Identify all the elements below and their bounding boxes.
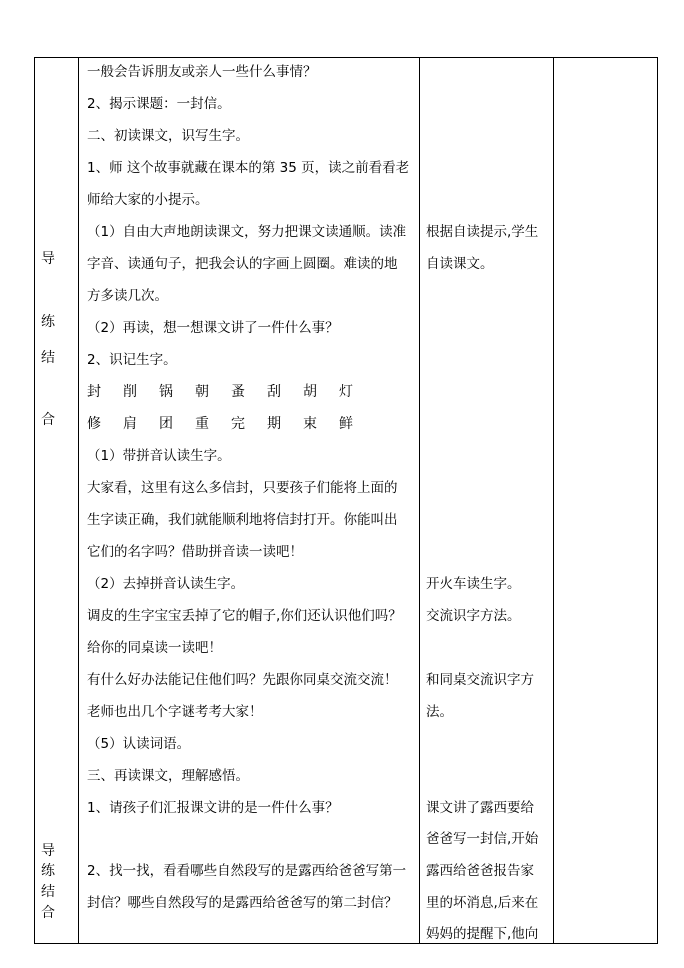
content-line: 2、找一找，看看哪些自然段写的是露西给爸爸写第一 — [87, 863, 407, 879]
content-line: 师给大家的小提示。 — [87, 192, 209, 208]
activity-line: 开火车读生字。 — [426, 576, 521, 592]
activity-line: 交流识字方法。 — [426, 608, 521, 624]
left-label: 练 — [41, 863, 55, 879]
character: 完 — [231, 416, 245, 432]
content-line: 二、初读课文，识写生字。 — [87, 128, 249, 144]
content-line: 生字读正确，我们就能顺利地将信封打开。你能叫出 — [87, 512, 398, 528]
content-line: 三、再读课文，理解感悟。 — [87, 768, 249, 784]
character: 削 — [123, 384, 137, 400]
content-line: 1、请孩子们汇报课文讲的是一件什么事？ — [87, 800, 339, 816]
table-bottom-border — [34, 943, 658, 944]
character: 灯 — [339, 384, 353, 400]
column-divider-3 — [553, 57, 554, 944]
content-line: （1）带拼音认读生字。 — [87, 448, 231, 464]
left-label: 导 — [41, 251, 55, 267]
content-line: 它们的名字吗？借助拼音读一读吧！ — [87, 544, 303, 560]
activity-line: 爸爸写一封信,开始 — [426, 831, 539, 847]
table-right-border — [657, 57, 658, 944]
activity-line: 自读课文。 — [426, 256, 494, 272]
table-left-border — [34, 57, 35, 944]
left-label: 导 — [41, 843, 55, 859]
character: 肩 — [123, 416, 137, 432]
character: 朝 — [195, 384, 209, 400]
content-line: （2）再读，想一想课文讲了一件什么事？ — [87, 320, 339, 336]
char-row-2 — [87, 416, 375, 432]
content-line: 一般会告诉朋友或亲人一些什么事情？ — [87, 64, 317, 80]
content-line: （5）认读词语。 — [87, 736, 191, 752]
content-line: 字音、读通句子，把我会认的字画上圆圈。难读的地 — [87, 256, 398, 272]
activity-line: 课文讲了露西要给 — [426, 800, 534, 816]
left-label: 合 — [41, 412, 55, 428]
character: 重 — [195, 416, 209, 432]
character: 蚤 — [231, 384, 245, 400]
content-line: 2、揭示课题：一封信。 — [87, 96, 231, 112]
activity-line: 和同桌交流识字方 — [426, 672, 534, 688]
character: 修 — [87, 416, 101, 432]
content-line: （2）去掉拼音认读生字。 — [87, 576, 245, 592]
activity-line: 露西给爸爸报告家 — [426, 863, 534, 879]
character: 刮 — [267, 384, 281, 400]
character: 期 — [267, 416, 281, 432]
character: 团 — [159, 416, 173, 432]
char-row-1 — [87, 384, 375, 400]
left-label: 练 — [41, 314, 55, 330]
column-divider-1 — [78, 57, 79, 944]
left-label: 合 — [41, 905, 55, 921]
content-line: 有什么好办法能记住他们吗？先跟你同桌交流交流！ — [87, 672, 398, 688]
content-line: （1）自由大声地朗读课文，努力把课文读通顺。读准 — [87, 224, 407, 240]
activity-line: 根据自读提示,学生 — [426, 224, 539, 240]
content-line: 方多读几次。 — [87, 288, 168, 304]
content-line: 封信？哪些自然段写的是露西给爸爸写的第二封信？ — [87, 895, 398, 911]
table-top-border — [34, 57, 658, 58]
character: 封 — [87, 384, 101, 400]
content-line: 1、师 这个故事就藏在课本的第 35 页，读之前看看老 — [87, 160, 410, 176]
character: 胡 — [303, 384, 317, 400]
content-line: 老师也出几个字谜考考大家！ — [87, 704, 263, 720]
activity-line: 法。 — [426, 704, 453, 720]
left-label: 结 — [41, 350, 55, 366]
column-divider-2 — [419, 57, 420, 944]
character: 束 — [303, 416, 317, 432]
content-line: 大家看，这里有这么多信封，只要孩子们能将上面的 — [87, 480, 398, 496]
content-line: 调皮的生字宝宝丢掉了它的帽子,你们还认识他们吗？ — [87, 608, 402, 624]
character: 锅 — [159, 384, 173, 400]
character: 鲜 — [339, 416, 353, 432]
content-line: 2、识记生字。 — [87, 352, 177, 368]
left-label: 结 — [41, 884, 55, 900]
activity-line: 里的坏消息,后来在 — [426, 895, 539, 911]
content-line: 给你的同桌读一读吧！ — [87, 640, 222, 656]
activity-line: 妈妈的提醒下,他向 — [426, 926, 539, 942]
